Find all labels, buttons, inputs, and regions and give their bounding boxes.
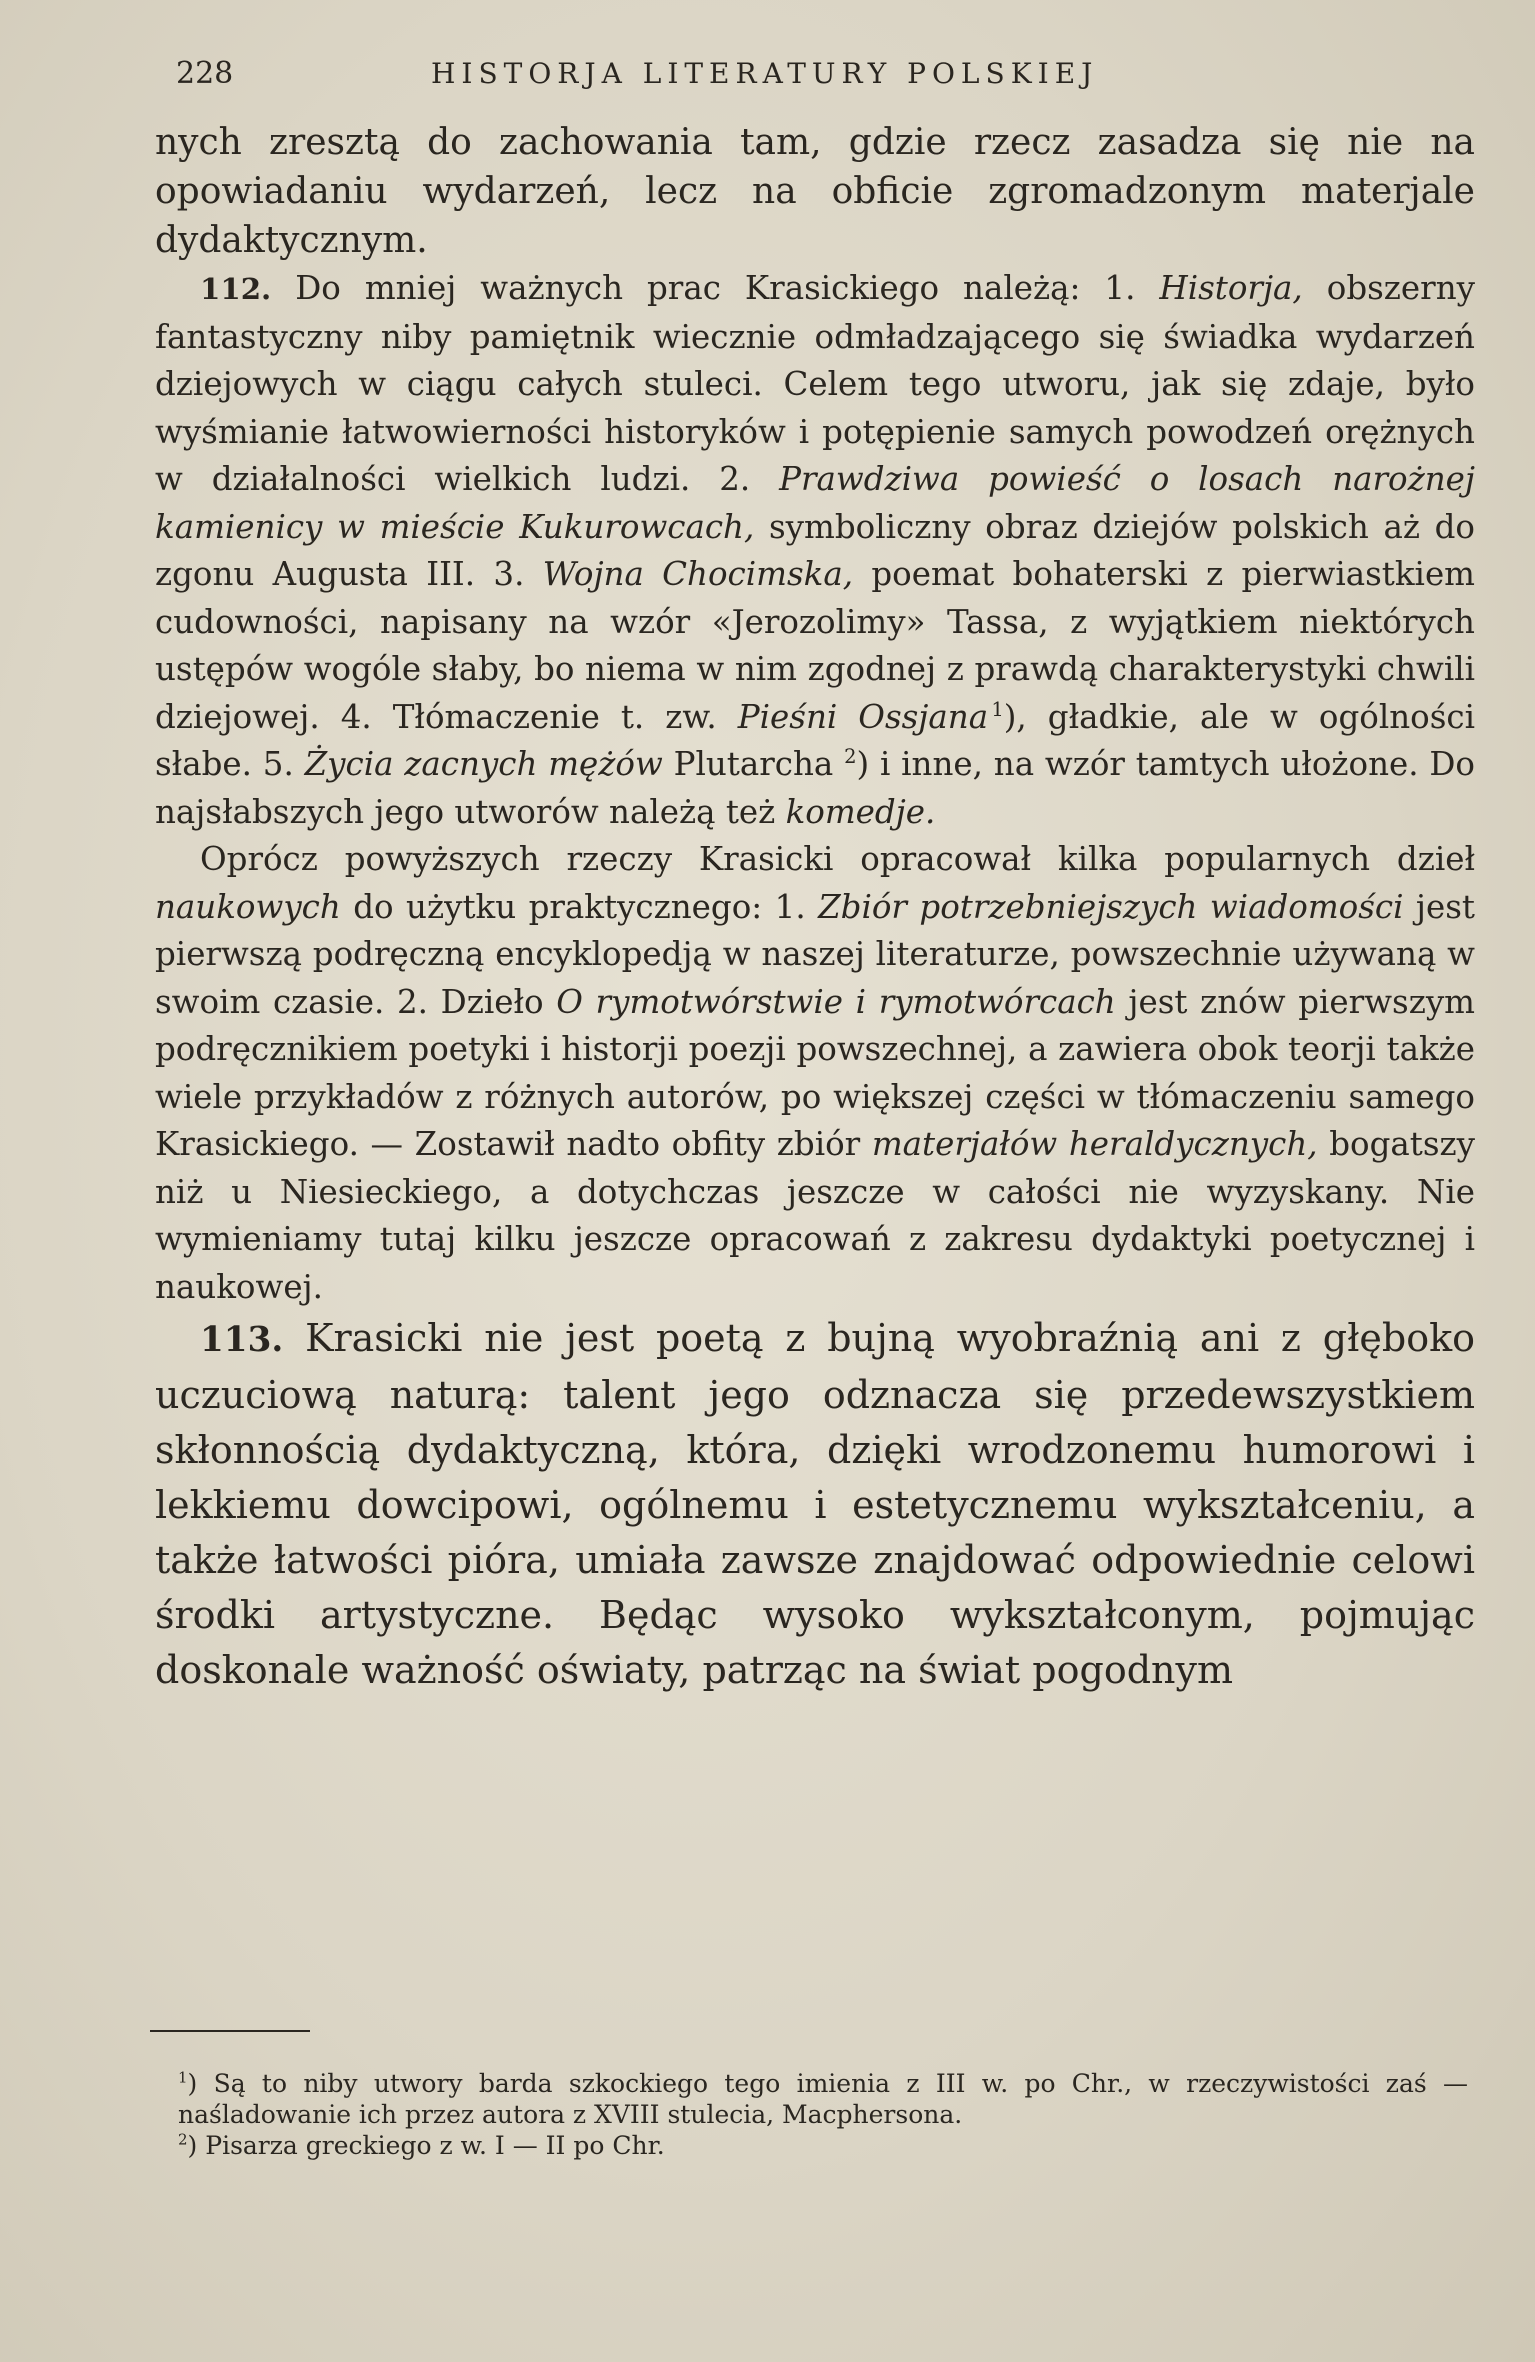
footnote-ref-2[interactable]: 2 bbox=[844, 745, 857, 769]
paragraph-113 bbox=[155, 1311, 1475, 1698]
footnotes bbox=[178, 2068, 1468, 2161]
paragraph-popular-works bbox=[155, 836, 1475, 1311]
title-wojna-chocimska: Wojna Chocimska, bbox=[542, 555, 854, 593]
paragraph-112 bbox=[155, 265, 1475, 836]
footnote-text: ) Pisarza greckiego z w. I — II po Chr. bbox=[187, 2131, 665, 2160]
title-zycia-zacnych-mezow: Życia zacnych mężów bbox=[304, 745, 663, 783]
title-komedje: komedje. bbox=[785, 792, 936, 831]
title-piesni-ossjana: Pieśni Ossjana bbox=[737, 697, 989, 736]
page-number: 228 bbox=[176, 56, 234, 91]
text-run: jest znów pierwszym podręcznikiem poetyki i historji poezji powszechnej, a zawiera obok teorji także wiele przykładów z różnych autorów, po większej części w tłómaczeniu samego Krasickiego. — Zostawił nadto obfity zbiór bbox=[155, 982, 1475, 1163]
footnote-ref-1[interactable]: 1 bbox=[991, 697, 1004, 721]
paragraph-continuation: nych zresztą do zachowania tam, gdzie rzecz zasadza się nie na opowiadaniu wydarzeń, lecz na obficie zgromadzonym materjale dydaktycznym. bbox=[155, 122, 1475, 261]
running-title: HISTORJA LITERATURY POLSKIEJ bbox=[431, 57, 1099, 90]
text-run: ) i inne, na wzór tamtych ułożone. Do najsłabszych jego utworów należą też bbox=[155, 745, 1475, 831]
text-run: jest pierwszą podręczną encyklopedją w naszej literaturze, powszechnie używaną w swoim czasie. 2. Dzieło bbox=[155, 887, 1475, 1021]
text-run: Do mniej ważnych prac Krasickiego należą: 1. bbox=[295, 269, 1160, 307]
text-run: Plutarcha bbox=[662, 745, 845, 783]
text-run: do użytku praktycznego: 1. bbox=[340, 887, 819, 926]
text-run: obszerny fantastyczny niby pamiętnik wiecznie odmładzającego się świadka wydarzeń dziejowych w ciągu całych stuleci. Celem tego utworu, jak się zdaje, było wyśmianie łatwowierności historyków i potępienie samych powodzeń orężnych w działalności wielkich ludzi. 2. bbox=[155, 269, 1475, 498]
text-run: ), gładkie, ale w ogólności słabe. 5. bbox=[155, 697, 1476, 783]
footnote-mark: 2 bbox=[178, 2130, 188, 2149]
section-number: 113. bbox=[200, 1320, 284, 1360]
text-run: Oprócz powyższych rzeczy Krasicki opracował kilka popularnych dzieł bbox=[200, 840, 1475, 878]
text-run: symboliczny obraz dziejów polskich aż do zgonu Augusta III. 3. bbox=[155, 507, 1475, 593]
text-run: Krasicki nie jest poetą z bujną wyobraźnią ani z głęboko uczuciową naturą: talent jego odznacza się przedewszystkiem skłonnością dydaktyczną, która, dzięki wrodzonemu humorowi i lekkiemu dowcipowi, ogólnemu i estetycznemu wykształceniu, a także łatwości pióra, umiała zawsze znajdować odpowiednie celowi środki artystyczne. Będąc wysoko wykształconym, pojmując doskonale ważność oświaty, patrząc na świat pogodnym bbox=[155, 1316, 1475, 1692]
footnote-1 bbox=[178, 2068, 1468, 2130]
footnote-2 bbox=[178, 2130, 1468, 2161]
page-header bbox=[176, 52, 1476, 96]
emphasis-naukowych: naukowych bbox=[155, 887, 341, 926]
main-text bbox=[155, 118, 1475, 1698]
title-prawdziwa-powiesc: Prawdziwa powieść o losach narożnej kamienicy w mieście Kukurowcach, bbox=[155, 460, 1475, 546]
text-run: poemat bohaterski z pierwiastkiem cudowności, napisany na wzór «Jerozolimy» Tassa, z wyjątkiem niektórych ustępów wogóle słaby, bo niema w nim zgodnej z prawdą charakterystyki chwili dziejowej. 4. Tłómaczenie t. zw. bbox=[155, 555, 1475, 736]
footnote-text: ) Są to niby utwory barda szkockiego tego imienia z III w. po Chr., w rzeczywistości zaś — naśladowanie ich przez autora z XVIII stulecia, Macphersona. bbox=[178, 2069, 1468, 2129]
footnote-divider bbox=[150, 2030, 310, 2032]
title-historja: Historja, bbox=[1159, 269, 1303, 307]
title-zbior-wiadomosci: Zbiór potrzebniejszych wiadomości bbox=[818, 887, 1404, 926]
emphasis-materjalow-heraldycznych: materjałów heraldycznych, bbox=[871, 1125, 1318, 1163]
text-run: bogatszy niż u Niesieckiego, a dotychczas jeszcze w całości nie wyzyskany. Nie wymieniamy tutaj kilku jeszcze opracowań z zakresu dydaktyki poetycznej i naukowej. bbox=[155, 1125, 1475, 1306]
section-number: 112. bbox=[200, 272, 272, 306]
footnote-mark: 1 bbox=[178, 2068, 188, 2087]
title-o-rymotworstwie: O rymotwórstwie i rymotwórcach bbox=[556, 982, 1116, 1021]
